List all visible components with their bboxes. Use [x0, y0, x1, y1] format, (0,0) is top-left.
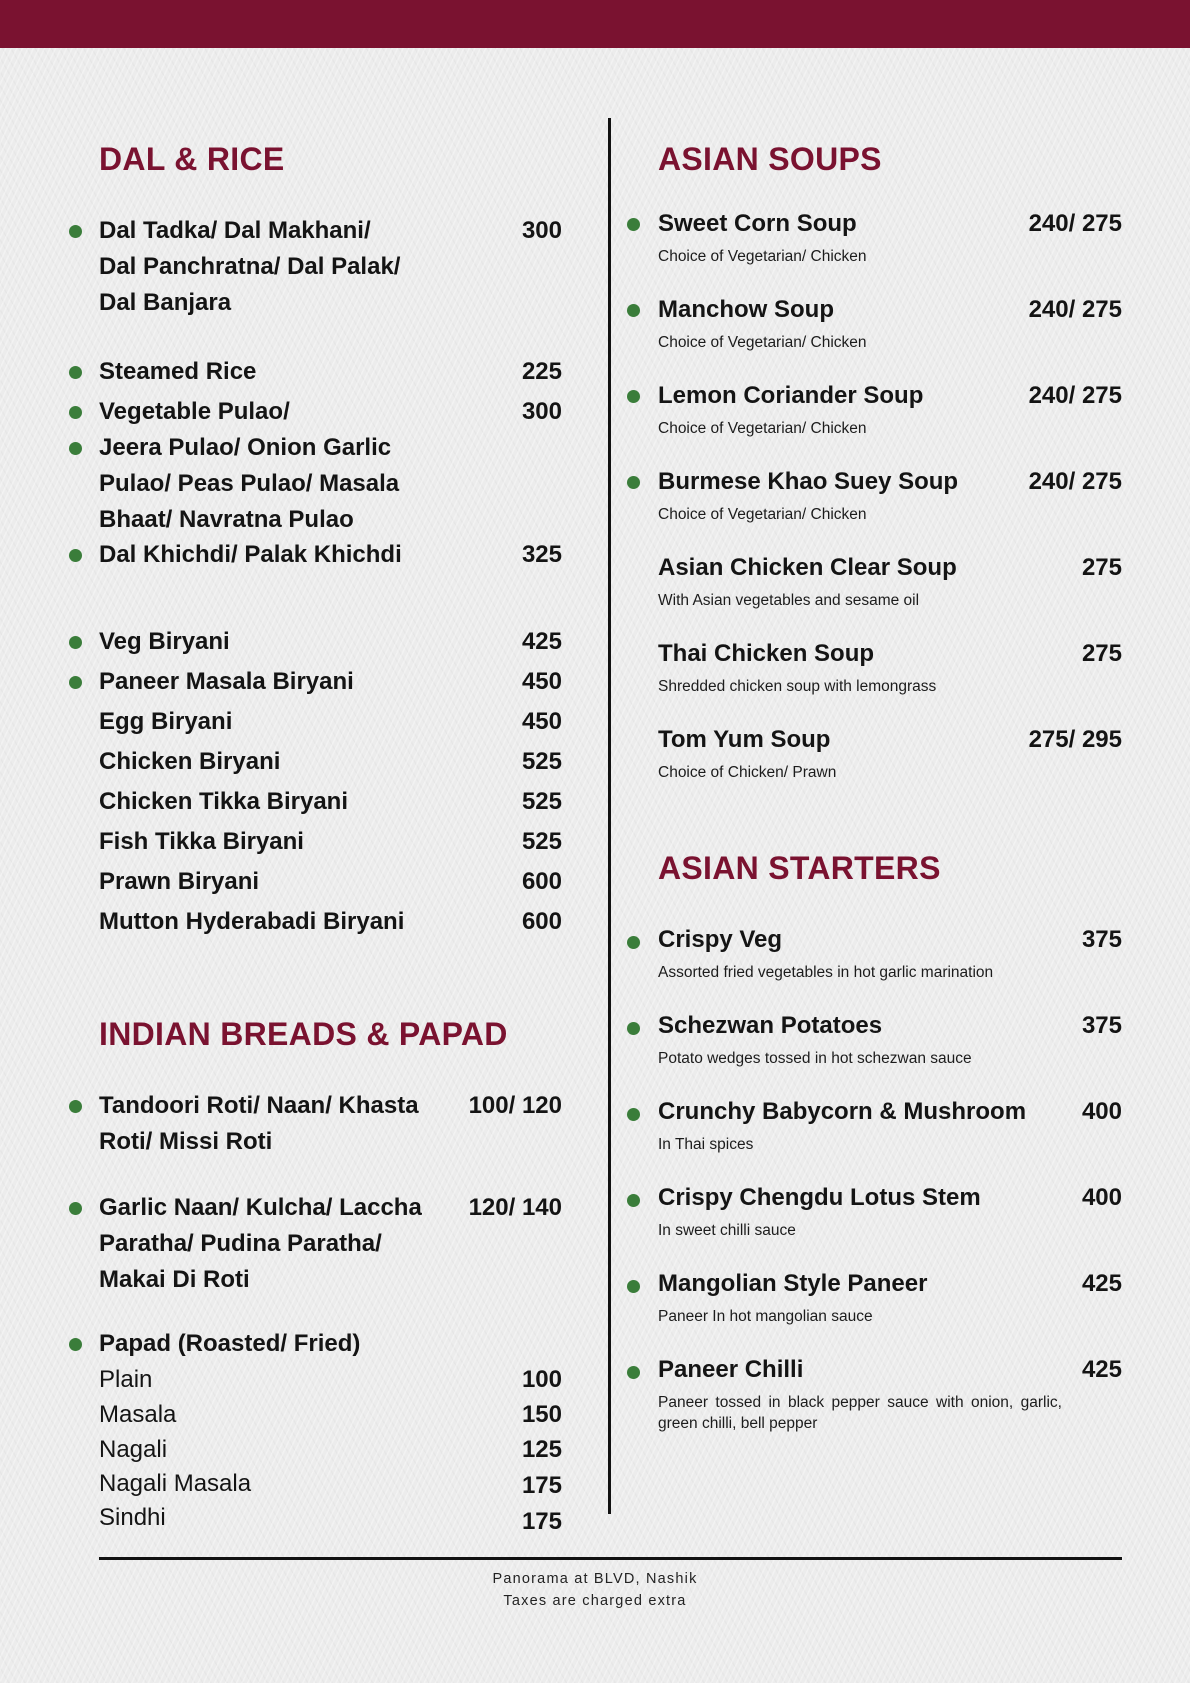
menu-item-name: Crispy Chengdu Lotus Stem [658, 1184, 981, 1211]
menu-item-price: 240/ 275 [1028, 382, 1122, 409]
footer-venue: Panorama at BLVD, Nashik [492, 1571, 698, 1587]
menu-item-name: Burmese Khao Suey Soup [658, 468, 959, 495]
menu-item-price: 240/ 275 [1028, 296, 1122, 323]
menu-item-price: 425 [521, 628, 562, 655]
footer-tax-note: Taxes are charged extra [503, 1593, 687, 1609]
section-title-asian-starters: ASIAN STARTERS [658, 850, 941, 886]
menu-item-description: Choice of Chicken/ Prawn [658, 764, 837, 781]
veg-bullet-icon [627, 476, 640, 489]
veg-bullet-icon [69, 225, 82, 238]
papad-option-price: 100 [521, 1366, 562, 1393]
veg-bullet-icon [627, 1108, 640, 1121]
menu-item-name: Veg Biryani [99, 628, 230, 655]
papad-option-name: Nagali [99, 1436, 168, 1463]
menu-item-name: Dal Khichdi/ Palak Khichdi [99, 541, 402, 568]
menu-item-name: Mangolian Style Paneer [658, 1270, 928, 1297]
menu-item-price: 525 [521, 748, 562, 775]
menu-item-name: Dal Panchratna/ Dal Palak/ [99, 253, 401, 280]
menu-item-price: 100/ 120 [468, 1092, 562, 1119]
header-bar [0, 0, 1190, 48]
menu-item-name: Crispy Veg [658, 926, 783, 953]
papad-option-price: 150 [521, 1401, 562, 1428]
menu-item-name: Chicken Tikka Biryani [99, 788, 348, 815]
menu-item-price: 275 [1081, 640, 1122, 667]
menu-item-name: Crunchy Babycorn & Mushroom [658, 1098, 1027, 1125]
veg-bullet-icon [627, 304, 640, 317]
menu-item-price: 425 [1081, 1356, 1122, 1383]
menu-item-description: Shredded chicken soup with lemongrass [658, 678, 937, 695]
menu-item-price: 375 [1081, 1012, 1122, 1039]
veg-bullet-icon [627, 1280, 640, 1293]
veg-bullet-icon [69, 1338, 82, 1351]
veg-bullet-icon [69, 549, 82, 562]
menu-item-price: 275 [1081, 554, 1122, 581]
menu-item-name: Garlic Naan/ Kulcha/ Laccha [99, 1194, 422, 1221]
menu-item-description: With Asian vegetables and sesame oil [658, 592, 920, 609]
veg-bullet-icon [69, 366, 82, 379]
papad-option-price: 125 [521, 1436, 562, 1463]
menu-item-price: 400 [1081, 1098, 1122, 1125]
menu-item-name: Paneer Masala Biryani [99, 668, 354, 695]
papad-option-price: 175 [521, 1508, 562, 1535]
menu-item-name: Roti/ Missi Roti [99, 1128, 273, 1155]
menu-item-price: 525 [521, 828, 562, 855]
menu-item-name: Vegetable Pulao/ [99, 398, 290, 425]
papad-option-name: Masala [99, 1401, 177, 1428]
menu-item-price: 325 [521, 541, 562, 568]
menu-item-name: Tandoori Roti/ Naan/ Khasta [99, 1092, 419, 1119]
menu-item-name: Sweet Corn Soup [658, 210, 857, 237]
menu-item-description: Assorted fried vegetables in hot garlic marination [658, 964, 994, 981]
menu-item-price: 450 [521, 668, 562, 695]
veg-bullet-icon [627, 1194, 640, 1207]
menu-item-description: Choice of Vegetarian/ Chicken [658, 420, 867, 437]
veg-bullet-icon [69, 442, 82, 455]
menu-item-price: 450 [521, 708, 562, 735]
menu-item-price: 425 [1081, 1270, 1122, 1297]
menu-item-price: 600 [521, 868, 562, 895]
veg-bullet-icon [69, 1100, 82, 1113]
menu-item-description: Paneer tossed in black pepper sauce with onion, garlic, green chilli, bell pepper [658, 1394, 1062, 1432]
menu-item-description: In Thai spices [658, 1136, 754, 1153]
section-title-dal-rice: DAL & RICE [99, 141, 285, 177]
menu-item-price: 300 [521, 217, 562, 244]
menu-item-price: 275/ 295 [1028, 726, 1122, 753]
papad-option-name: Sindhi [99, 1504, 166, 1531]
menu-item-description: In sweet chilli sauce [658, 1222, 796, 1239]
menu-item-name: Mutton Hyderabadi Biryani [99, 908, 405, 935]
menu-item-name: Paratha/ Pudina Paratha/ [99, 1230, 382, 1257]
menu-item-name: Egg Biryani [99, 708, 233, 735]
menu-item-name: Steamed Rice [99, 358, 257, 385]
section-title-breads-papad: INDIAN BREADS & PAPAD [99, 1016, 508, 1052]
menu-item-price: 400 [1081, 1184, 1122, 1211]
menu-item-price: 240/ 275 [1028, 210, 1122, 237]
menu-item-price: 120/ 140 [468, 1194, 562, 1221]
menu-item-name: Dal Tadka/ Dal Makhani/ [99, 217, 371, 244]
papad-option-price: 175 [521, 1472, 562, 1499]
veg-bullet-icon [627, 218, 640, 231]
menu-item-price: 300 [521, 398, 562, 425]
menu-item-name: Tom Yum Soup [658, 726, 831, 753]
menu-item-description: Choice of Vegetarian/ Chicken [658, 248, 867, 265]
menu-item-description: Potato wedges tossed in hot schezwan sauce [658, 1050, 972, 1067]
menu-item-name: Chicken Biryani [99, 748, 281, 775]
section-title-asian-soups: ASIAN SOUPS [658, 141, 882, 177]
menu-item-name: Jeera Pulao/ Onion Garlic [99, 434, 392, 461]
menu-item-name: Fish Tikka Biryani [99, 828, 304, 855]
menu-item-price: 600 [521, 908, 562, 935]
menu-item-name: Dal Banjara [99, 289, 232, 316]
menu-item-name: Prawn Biryani [99, 868, 260, 895]
veg-bullet-icon [69, 636, 82, 649]
menu-item-name: Manchow Soup [658, 296, 834, 323]
papad-option-name: Plain [99, 1366, 153, 1393]
papad-option-name: Nagali Masala [99, 1470, 252, 1497]
veg-bullet-icon [627, 1022, 640, 1035]
veg-bullet-icon [69, 676, 82, 689]
menu-item-price: 240/ 275 [1028, 468, 1122, 495]
menu-item-price: 525 [521, 788, 562, 815]
menu-item-price: 375 [1081, 926, 1122, 953]
column-divider [608, 118, 611, 1514]
footer-rule [99, 1557, 1122, 1560]
menu-item-name: Pulao/ Peas Pulao/ Masala [99, 470, 400, 497]
menu-item-description: Choice of Vegetarian/ Chicken [658, 334, 867, 351]
veg-bullet-icon [69, 1202, 82, 1215]
veg-bullet-icon [69, 406, 82, 419]
veg-bullet-icon [627, 1366, 640, 1379]
menu-item-name: Paneer Chilli [658, 1356, 804, 1383]
menu-item-name: Makai Di Roti [99, 1266, 250, 1293]
menu-item-price: 225 [521, 358, 562, 385]
menu-item-description: Choice of Vegetarian/ Chicken [658, 506, 867, 523]
veg-bullet-icon [627, 936, 640, 949]
menu-item-name: Papad (Roasted/ Fried) [99, 1330, 361, 1357]
menu-item-name: Asian Chicken Clear Soup [658, 554, 957, 581]
menu-item-name: Lemon Coriander Soup [658, 382, 924, 409]
menu-item-description: Paneer In hot mangolian sauce [658, 1308, 873, 1325]
menu-item-name: Schezwan Potatoes [658, 1012, 883, 1039]
menu-item-name: Thai Chicken Soup [658, 640, 875, 667]
veg-bullet-icon [627, 390, 640, 403]
menu-item-name: Bhaat/ Navratna Pulao [99, 506, 354, 533]
